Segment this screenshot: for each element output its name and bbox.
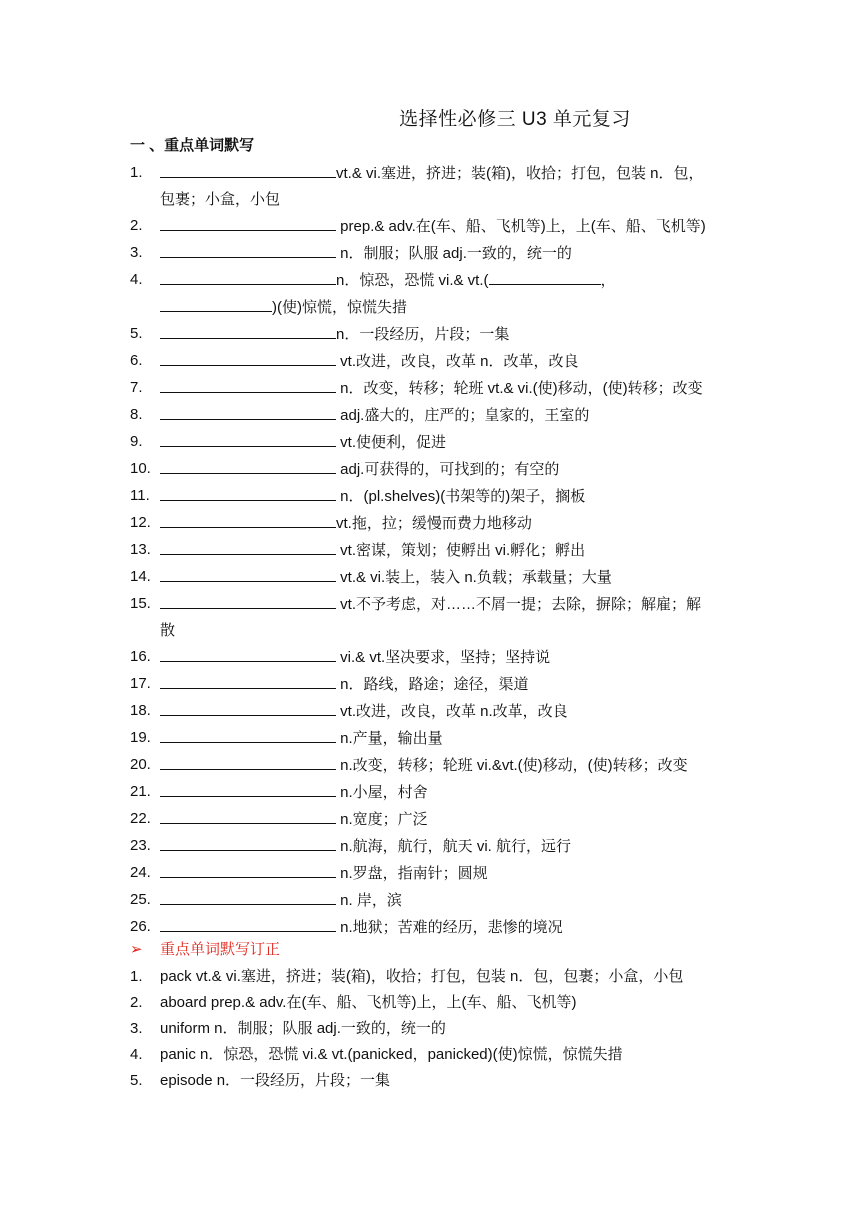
item-number: 20. <box>130 756 151 773</box>
answer-blank[interactable] <box>160 914 336 932</box>
definition: n.地狱；苦难的经历，悲惨的境况 <box>336 919 563 936</box>
list-item <box>130 510 730 537</box>
list-item <box>130 990 730 1016</box>
answer-blank[interactable] <box>160 591 336 609</box>
item-number: 13. <box>130 541 151 558</box>
item-number: 5. <box>130 1072 143 1089</box>
correction-heading <box>130 938 280 959</box>
list-item <box>130 806 730 833</box>
item-number: 17. <box>130 675 151 692</box>
definition: n．制服；队服 adj.一致的，统一的 <box>336 245 572 262</box>
definition: n．惊恐，恐慌 vi.& vt.( <box>336 272 489 289</box>
definition: n．一段经历，片段；一集 <box>336 326 510 343</box>
answer-blank[interactable] <box>489 267 601 285</box>
answer-blank[interactable] <box>160 402 336 420</box>
item-number: 9. <box>130 433 143 450</box>
correction-text: aboard prep.& adv.在(车、船、飞机等)上，上(车、船、飞机等) <box>160 994 577 1011</box>
answer-blank[interactable] <box>160 375 336 393</box>
item-number: 3. <box>130 1020 143 1037</box>
list-item <box>130 1068 730 1094</box>
item-number: 15. <box>130 595 151 612</box>
item-number: 16. <box>130 648 151 665</box>
list-item <box>130 321 730 348</box>
list-item <box>130 964 730 990</box>
list-item <box>130 914 730 941</box>
item-number: 21. <box>130 783 151 800</box>
item-number: 24. <box>130 864 151 881</box>
list-item <box>130 375 730 402</box>
answer-blank[interactable] <box>160 348 336 366</box>
list-item <box>130 1042 730 1068</box>
definition: n.小屋，村舍 <box>336 784 428 801</box>
item-number: 7. <box>130 379 143 396</box>
definition: vt.拖，拉；缓慢而费力地移动 <box>336 515 532 532</box>
list-item <box>130 213 730 240</box>
answer-blank[interactable] <box>160 644 336 662</box>
correction-text: pack vt.& vi.塞进，挤进；装(箱)，收拾；打包，包装 n．包，包裹；小盒，小包 <box>160 968 684 985</box>
answer-blank[interactable] <box>160 671 336 689</box>
definition: adj.盛大的，庄严的；皇家的，王室的 <box>336 407 590 424</box>
definition: vt.改进，改良，改革 n．改革，改良 <box>336 353 579 370</box>
definition: n.罗盘，指南针；圆规 <box>336 865 488 882</box>
item-number: 6. <box>130 352 143 369</box>
answer-blank[interactable] <box>160 429 336 447</box>
answer-blank[interactable] <box>160 806 336 824</box>
answer-blank[interactable] <box>160 294 272 312</box>
item-number: 22. <box>130 810 151 827</box>
answer-blank[interactable] <box>160 537 336 555</box>
answer-blank[interactable] <box>160 321 336 339</box>
answer-blank[interactable] <box>160 510 336 528</box>
definition: vt.& vi.装上，装入 n.负载；承载量；大量 <box>336 569 612 586</box>
item-number: 3. <box>130 244 143 261</box>
list-item <box>130 402 730 429</box>
answer-blank[interactable] <box>160 887 336 905</box>
definition: n.改变，转移；轮班 vi.&vt.(使)移动，(使)转移；改变 <box>336 757 688 774</box>
definition: n. 岸，滨 <box>336 892 402 909</box>
answer-blank[interactable] <box>160 267 336 285</box>
answer-blank[interactable] <box>160 240 336 258</box>
answer-blank[interactable] <box>160 483 336 501</box>
vocab-list <box>130 160 730 941</box>
answer-blank[interactable] <box>160 456 336 474</box>
item-number: 18. <box>130 702 151 719</box>
list-item <box>130 564 730 591</box>
answer-blank[interactable] <box>160 860 336 878</box>
definition-cont: 包裹；小盒，小包 <box>160 191 281 208</box>
item-number: 2. <box>130 217 143 234</box>
answer-blank[interactable] <box>160 564 336 582</box>
item-number: 11. <box>130 487 150 504</box>
definition: n.航海，航行，航天 vi. 航行，远行 <box>336 838 572 855</box>
list-item <box>130 671 730 698</box>
definition-cont: )(使)惊慌，惊慌失措 <box>272 299 407 316</box>
answer-blank[interactable] <box>160 213 336 231</box>
definition: n.产量，输出量 <box>336 730 443 747</box>
list-item <box>130 698 730 725</box>
item-number: 1. <box>130 164 143 181</box>
list-item <box>130 591 730 644</box>
list-item <box>130 887 730 914</box>
definition: n．改变，转移；轮班 vt.& vi.(使)移动，(使)转移；改变 <box>336 380 703 397</box>
definition: vt.使便利，促进 <box>336 434 447 451</box>
correction-text: episode n．一段经历，片段；一集 <box>160 1072 391 1089</box>
list-item <box>130 860 730 887</box>
item-number: 4. <box>130 271 143 288</box>
item-number: 14. <box>130 568 151 585</box>
definition: vi.& vt.坚决要求，坚持；坚持说 <box>336 649 551 666</box>
list-item <box>130 779 730 806</box>
definition: vt.密谋，策划；使孵出 vi.孵化；孵出 <box>336 542 586 559</box>
definition: n.宽度；广泛 <box>336 811 428 828</box>
list-item <box>130 456 730 483</box>
list-item <box>130 725 730 752</box>
list-item <box>130 1016 730 1042</box>
item-number: 5. <box>130 325 143 342</box>
list-item <box>130 752 730 779</box>
definition-cont: 散 <box>160 622 176 639</box>
item-number: 1. <box>130 968 143 985</box>
correction-list <box>130 964 730 1094</box>
list-item <box>130 483 730 510</box>
item-number: 23. <box>130 837 151 854</box>
answer-blank[interactable] <box>160 752 336 770</box>
correction-text: panic n．惊恐，恐慌 vi.& vt.(panicked，panicked)(使)惊慌，惊慌失措 <box>160 1046 623 1063</box>
definition: vt.& vi.塞进，挤进；装(箱)，收拾；打包，包装 n．包， <box>336 165 704 182</box>
definition: vt.改进，改良，改革 n.改革，改良 <box>336 703 568 720</box>
section-heading: 一 、重点单词默写 <box>130 137 255 154</box>
item-number: 12. <box>130 514 151 531</box>
list-item <box>130 160 730 213</box>
item-number: 2. <box>130 994 143 1011</box>
definition: n．路线，路途；途径，渠道 <box>336 676 529 693</box>
item-number: 26. <box>130 918 151 935</box>
list-item <box>130 833 730 860</box>
item-number: 8. <box>130 406 143 423</box>
list-item <box>130 644 730 671</box>
definition: adj.可获得的，可找到的；有空的 <box>336 461 560 478</box>
definition: n．(pl.shelves)(书架等的)架子，搁板 <box>336 488 586 505</box>
correction-heading-text: 重点单词默写订正 <box>160 941 281 958</box>
answer-blank[interactable] <box>160 833 336 851</box>
item-number: 10. <box>130 460 151 477</box>
arrow-bullet-icon: ➢ <box>130 940 143 958</box>
answer-blank[interactable] <box>160 160 336 178</box>
definition: prep.& adv.在(车、船、飞机等)上，上(车、船、飞机等) <box>336 218 706 235</box>
list-item <box>130 240 730 267</box>
answer-blank[interactable] <box>160 725 336 743</box>
definition: ， <box>600 272 616 289</box>
list-item <box>130 537 730 564</box>
list-item <box>130 267 730 321</box>
answer-blank[interactable] <box>160 698 336 716</box>
page-title: 选择性必修三 U3 单元复习 <box>399 109 631 130</box>
list-item <box>130 348 730 375</box>
answer-blank[interactable] <box>160 779 336 797</box>
definition: vt.不予考虑，对……不屑一提；去除，摒除；解雇；解 <box>336 596 702 613</box>
item-number: 4. <box>130 1046 143 1063</box>
list-item <box>130 429 730 456</box>
item-number: 25. <box>130 891 151 908</box>
item-number: 19. <box>130 729 151 746</box>
correction-text: uniform n．制服；队服 adj.一致的，统一的 <box>160 1020 446 1037</box>
